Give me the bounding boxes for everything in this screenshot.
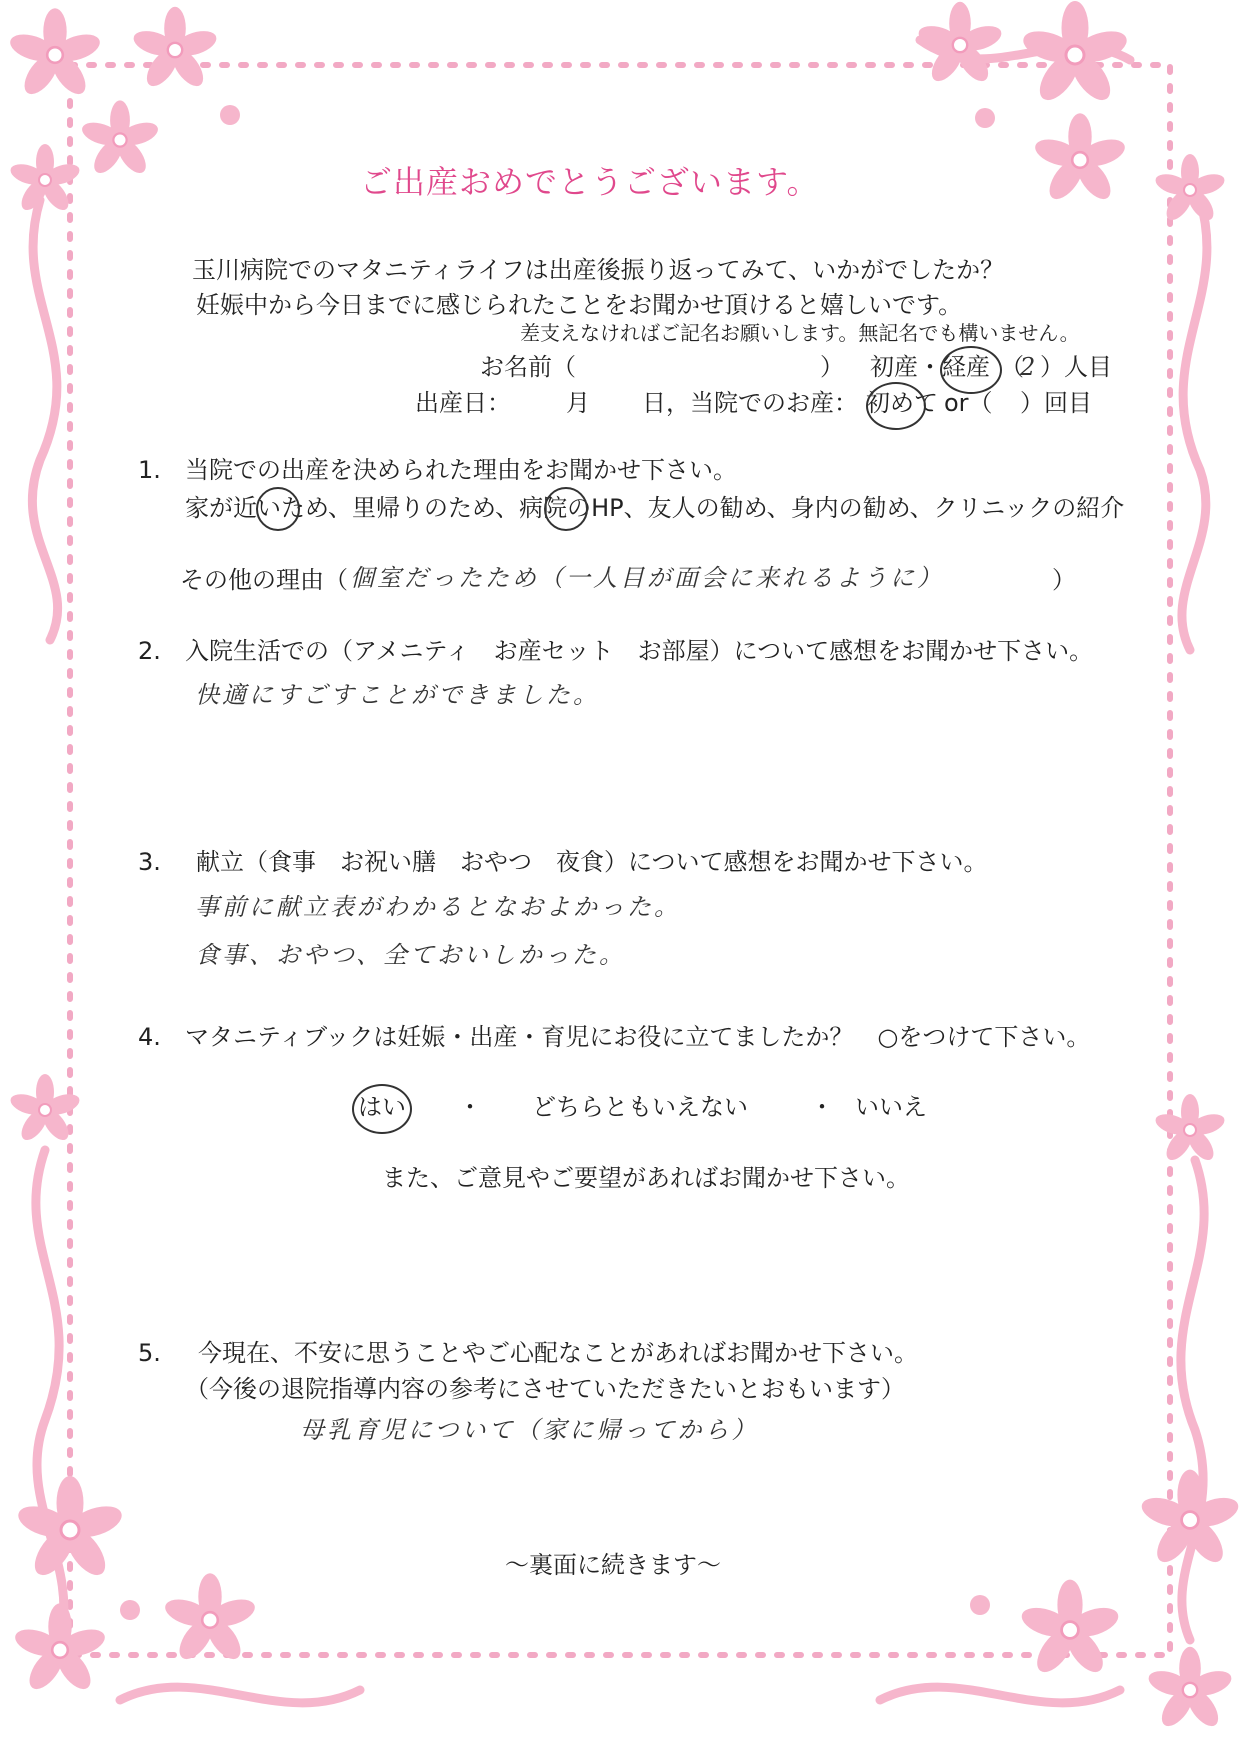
intro-line-2: 妊娠中から今日までに感じられたことをお聞かせ頂けると嬉しいです。 [196,291,963,319]
q1-options[interactable]: 家が近いため、里帰りのため、病院のHP、友人の勧め、身内の勧め、クリニックの紹介 [185,494,1125,522]
q4-choice-neutral[interactable]: どちらともいえない [532,1093,748,1121]
q4-dot-1: ・ [458,1093,482,1121]
birth-date-label: 出産日： [415,389,511,417]
q4-choice-no[interactable]: いいえ [855,1093,927,1121]
hospital-hp-circle-mark [544,487,588,531]
name-label: お名前（ [480,353,576,381]
q1-number: 1. [138,456,161,484]
birth-day-label: 日，当院でのお産： [642,389,858,417]
q4-followup: また、ご意見やご要望があればお聞かせ下さい。 [382,1164,910,1192]
q2-answer[interactable]: 快適にすごすことができました。 [195,681,600,709]
q3-answer-1[interactable]: 事前に献立表がわかるとなおよかった。 [195,893,681,921]
q3-answer-2[interactable]: 食事、おやつ、全ておいしかった。 [195,941,627,969]
yes-circle-mark [352,1084,412,1134]
q1-question: 当院での出産を決められた理由をお聞かせ下さい。 [185,456,737,484]
q5-answer[interactable]: 母乳育児について（家に帰ってから） [300,1416,759,1444]
q4-dot-2: ・ [810,1093,834,1121]
parity-options[interactable]: 初産・経産 [870,353,990,381]
birth-month-label: 月 [566,389,590,417]
first-time-circle-mark [866,382,926,430]
anonymous-note: 差支えなければご記名お願いします。無記名でも構いません。 [520,321,1080,345]
continued-on-back: ～裏面に続きます～ [505,1551,721,1579]
child-count-open: （ [1000,353,1024,381]
q5-question: 今現在、不安に思うことやご心配なことがあればお聞かせ下さい。 [198,1339,918,1367]
child-count-value[interactable]: 2 [1020,353,1039,381]
q3-question: 献立（食事 お祝い膳 おやつ 夜食）について感想をお聞かせ下さい。 [196,848,988,876]
times-label: ）回目 [1020,389,1092,417]
q1-other-label: その他の理由（ [180,566,348,594]
parity-circle-mark [940,346,1002,394]
q1-other-close: ） [1052,566,1076,594]
child-count-close: ）人目 [1040,353,1112,381]
q2-number: 2. [138,637,161,665]
q4-number: 4. [138,1023,161,1051]
near-home-circle-mark [256,487,300,531]
name-field[interactable] [610,352,820,382]
or-label: or（ [944,389,993,417]
q4-question: マタニティブックは妊娠・出産・育児にお役に立てましたか？ ○をつけて下さい。 [185,1023,1091,1051]
q5-sub: （今後の退院指導内容の参考にさせていただきたいとおもいます） [185,1375,905,1403]
name-close-paren: ） [820,353,844,381]
page-title: ご出産おめでとうございます。 [360,163,820,201]
q4-choice-yes[interactable]: はい [358,1093,406,1121]
first-time-option[interactable]: 初めて [866,389,938,417]
intro-line-1: 玉川病院でのマタニティライフは出産後振り返ってみて、いかがでしたか？ [192,256,1005,284]
q5-number: 5. [138,1339,161,1367]
q1-other-answer[interactable]: 個室だったため（一人目が面会に来れるように） [350,564,944,592]
q2-question: 入院生活での（アメニティ お産セット お部屋）について感想をお聞かせ下さい。 [185,637,1094,665]
q3-number: 3. [138,848,161,876]
